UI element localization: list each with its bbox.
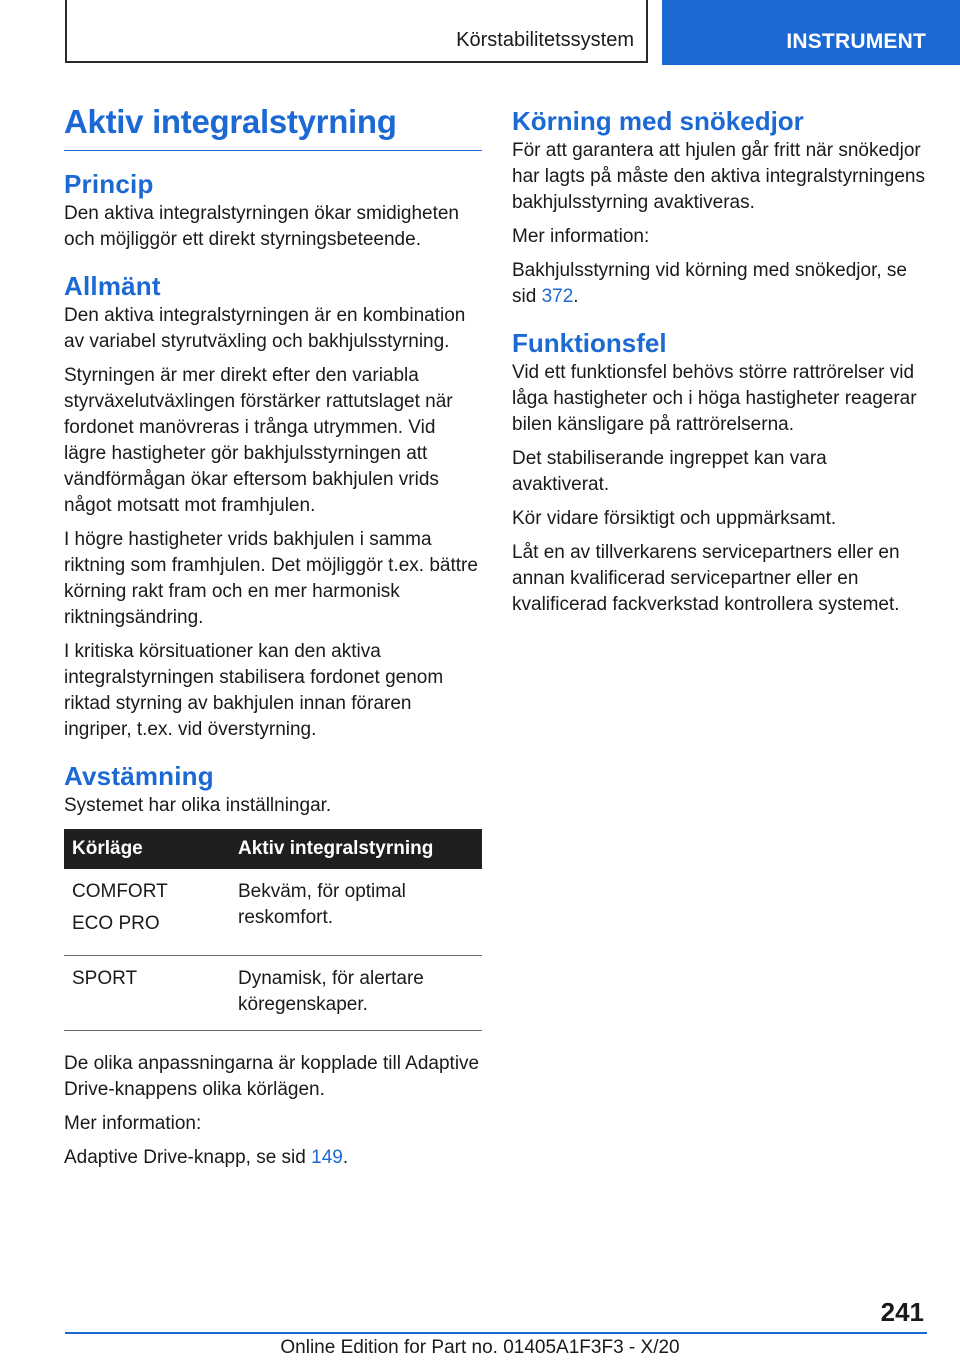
allmant-section [64,269,482,743]
princip-section [64,167,482,253]
snokedjor-section [512,104,926,310]
allmant-paragraph-2: Styrningen är mer direkt efter den variabla styrväxelutväxlingen förstärker rattutslaget när fordonet manövreras i trånga utrymmen. Vid lägre hastigheter gör bakhjulsstyrningen att vändförmågan ökar eftersom bakhjulen vrids något motsatt mot framhjulen. [64,365,453,516]
funktionsfel-paragraph-2: Det stabiliserande ingreppet kan vara avaktiverat. [512,448,827,495]
chapter-title: INSTRUMENT [786,30,926,53]
settings-table [64,829,482,1031]
mode-sport: SPORT [72,968,138,989]
mode-comfort: COMFORT [72,881,168,902]
snokedjor-text: För att garantera att hjulen går fritt när snökedjor har lagts på måste den aktiva integralstyrningens bakhjulsstyrning avaktiveras. [512,140,925,213]
reference-end: . [573,286,579,307]
princip-text: Den aktiva integralstyrningen ökar smidigheten och möjliggör ett direkt styrningsbeteende. [64,203,459,250]
page-link-149[interactable]: 149 [311,1147,343,1168]
table-cell-desc: Bekväm, för optimal reskomfort. [230,869,482,956]
funktionsfel-paragraph-3: Kör vidare försiktigt och uppmärksamt. [512,508,837,529]
funktionsfel-paragraph-1: Vid ett funktionsfel behövs större rattrörelser vid låga hastigheter och i höga hastigheter reagerar bilen känsligare på rattrörelserna. [512,362,917,435]
footer-divider [65,1332,927,1334]
table-header-steering: Aktiv integralstyrning [230,829,482,869]
page-link-372[interactable]: 372 [541,286,574,307]
chapter-tab[interactable] [662,0,960,65]
reference-text: Bakhjulsstyrning vid körning med snökedjor, se sid [512,260,907,307]
princip-heading: Princip [64,169,154,199]
snokedjor-heading: Körning med snökedjor [512,106,804,136]
snokedjor-reference [512,258,926,310]
allmant-heading: Allmänt [64,271,161,301]
funktionsfel-heading: Funktionsfel [512,328,667,358]
allmant-paragraph-4: I kritiska körsituationer kan den aktiva integralstyrningen stabilisera fordonet genom riktad styrning av bakhjulen innan föraren ingriper, t.ex. vid överstyrning. [64,641,444,740]
footer-edition: Online Edition for Part no. 01405A1F3F3 - X/20 [280,1337,680,1358]
table-cell-mode [64,956,230,1031]
avstamning-after: De olika anpassningarna är kopplade till Adaptive Drive-knappens olika körlägen. [64,1053,480,1100]
right-column [512,100,926,626]
table-header-row [64,829,482,869]
more-info-label: Mer information: [64,1113,202,1134]
page-title: Aktiv integralstyrning [64,100,482,151]
allmant-paragraph-1: Den aktiva integralstyrningen är en kombination av variabel styrutväxling och bakhjulsstyrning. [64,305,466,352]
avstamning-section [64,759,482,1171]
more-info-label: Mer information: [512,226,650,247]
table-row [64,869,482,956]
avstamning-heading: Avstämning [64,761,214,791]
avstamning-intro: Systemet har olika inställningar. [64,795,332,816]
reference-text: Adaptive Drive-knapp, se sid [64,1147,312,1168]
table-cell-mode [64,869,230,956]
funktionsfel-paragraph-4: Låt en av tillverkarens servicepartners eller en annan kvalificerad servicepartner eller en kvalificerad fackverkstad kontrollera systemet. [512,542,900,615]
reference-end: . [342,1147,349,1168]
left-column [64,100,482,1179]
table-header-mode: Körläge [64,829,230,869]
funktionsfel-section [512,326,926,618]
allmant-paragraph-3: I högre hastigheter vrids bakhjulen i samma riktning som framhjulen. Det möjliggör t.ex. bättre körning rakt fram och en mer harmonisk riktningsändring. [64,529,478,628]
adaptive-drive-reference [64,1145,482,1171]
page-number: 241 [880,1297,924,1327]
section-tab [65,0,648,63]
section-title: Körstabilitetssystem [456,29,634,51]
table-row [64,956,482,1031]
table-cell-desc: Dynamisk, för alertare köregenskaper. [230,956,482,1031]
mode-eco-pro: ECO PRO [72,913,160,934]
